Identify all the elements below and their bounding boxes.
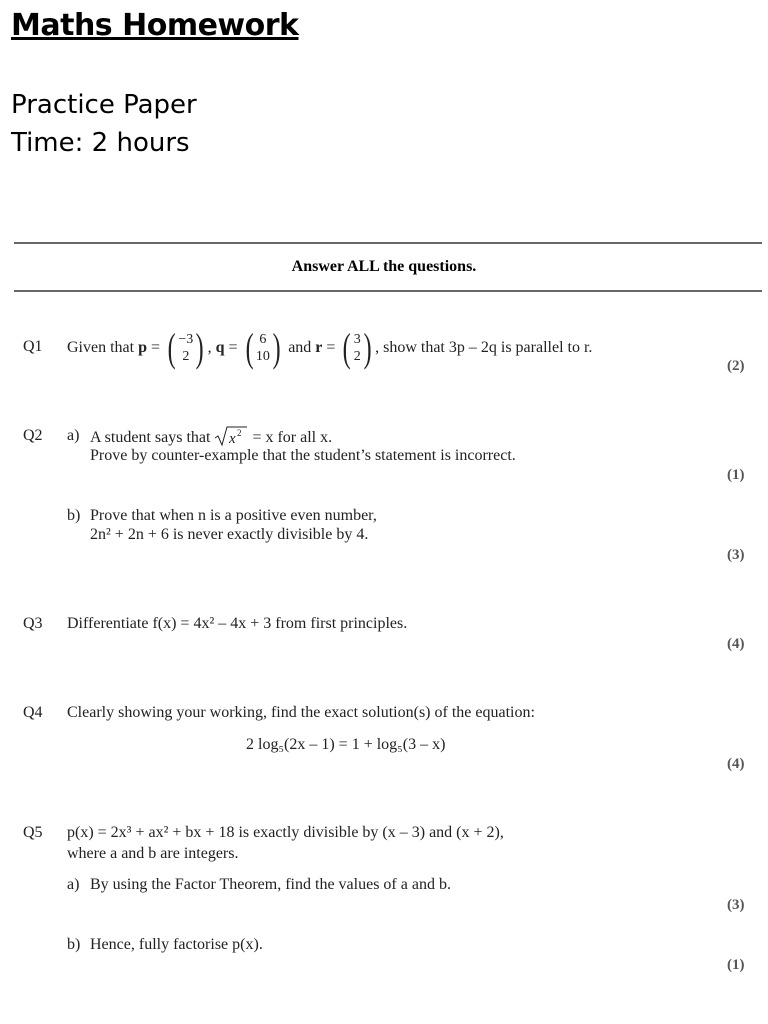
q5a-label: a): [67, 876, 80, 893]
vector-r-bottom: 2: [353, 349, 361, 364]
time-allowed: Time: 2 hours: [11, 128, 190, 158]
q2b-marks: (3): [727, 547, 745, 563]
q1-text: Given that p = ( −3 2 ) , q = ( 6 10 ) and r = ( 3 2 ) , show that 3p – 2q is parallel to r.: [67, 325, 593, 370]
q2a-text-post: = x for all x.: [252, 429, 333, 446]
q2a-marks: (1): [727, 467, 745, 483]
instructions: Answer ALL the questions.: [291, 258, 477, 275]
question-number: Q1: [23, 338, 43, 355]
paper-subtitle: Practice Paper: [11, 90, 197, 120]
question-number: Q4: [23, 704, 43, 721]
q5-line2: where a and b are integers.: [67, 845, 239, 862]
q5b-label: b): [67, 936, 81, 953]
q2b-label: b): [67, 507, 81, 524]
q4-equation: 2 log₅(2x – 1) = 1 + log₅(3 – x): [246, 736, 446, 753]
q2b-line2: 2n² + 2n + 6 is never exactly divisible by 4.: [90, 526, 369, 543]
q5b-marks: (1): [727, 957, 745, 973]
q5a-text: By using the Factor Theorem, find the values of a and b.: [90, 876, 451, 893]
q3-marks: (4): [727, 636, 745, 652]
q1-given-that: Given that: [67, 339, 135, 356]
svg-text:x: x: [229, 431, 237, 447]
q1-tail: , show that 3p – 2q is parallel to r.: [375, 339, 593, 356]
svg-text:2: 2: [237, 428, 242, 438]
vector-p-top: −3: [178, 332, 194, 347]
q2a-text-pre: A student says that: [90, 429, 211, 446]
square-root-icon: [214, 425, 248, 447]
vector-p-bottom: 2: [182, 349, 190, 364]
q2a-line2: Prove by counter-example that the student’s statement is incorrect.: [90, 447, 516, 464]
bottom-rule: [14, 290, 762, 292]
vector-r: ( 3 2 ): [343, 325, 372, 370]
q1-p-label: p: [138, 339, 147, 356]
vector-r-top: 3: [353, 332, 361, 347]
question-number: Q3: [23, 615, 43, 632]
q1-and: and: [288, 339, 312, 356]
q4-text: Clearly showing your working, find the exact solution(s) of the equation:: [67, 704, 535, 721]
q3-text: Differentiate f(x) = 4x² – 4x + 3 from first principles.: [67, 615, 408, 632]
question-number: Q2: [23, 427, 43, 444]
q2b-line1: Prove that when n is a positive even number,: [90, 507, 377, 524]
vector-p: ( −3 2 ): [167, 325, 204, 370]
top-rule: [14, 242, 762, 244]
q2a-line1: [90, 425, 332, 447]
q5b-text: Hence, fully factorise p(x).: [90, 936, 263, 953]
q4-marks: (4): [727, 756, 745, 772]
vector-q: ( 6 10 ): [245, 325, 281, 370]
question-number: Q5: [23, 824, 43, 841]
q1-r-label: r: [315, 339, 323, 356]
q2a-label: a): [67, 427, 80, 444]
q5a-marks: (3): [727, 897, 745, 913]
vector-q-bottom: 10: [255, 349, 270, 364]
q5-line1: p(x) = 2x³ + ax² + bx + 18 is exactly divisible by (x – 3) and (x + 2),: [67, 824, 504, 841]
vector-q-top: 6: [259, 332, 267, 347]
q1-q-label: q: [215, 339, 225, 356]
page-title: Maths Homework: [11, 8, 299, 43]
q1-marks: (2): [727, 358, 745, 374]
